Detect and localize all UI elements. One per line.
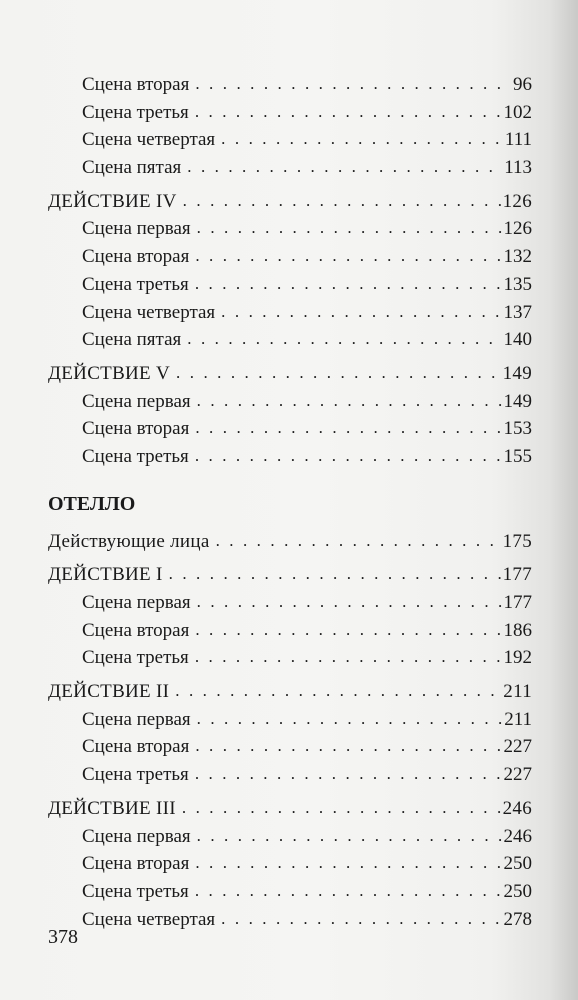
entry-page-number: 126 [503,218,532,240]
toc-scene-entry [48,215,532,243]
dot-leader [187,153,502,181]
entry-label: Сцена третья [82,764,189,786]
dot-leader [175,677,501,705]
toc-scene-entry [48,733,532,761]
dot-leader [221,905,501,933]
entry-label: Сцена пятая [82,329,182,351]
toc-scene-entry [48,706,532,734]
entry-label: Сцена первая [82,708,191,730]
dot-leader [195,242,501,270]
entry-label: Сцена вторая [82,74,190,95]
dot-leader [169,560,501,588]
entry-page-number: 227 [503,764,532,786]
entry-page-number: 135 [503,273,532,295]
entry-page-number: 153 [503,418,532,440]
dot-leader [195,98,502,126]
toc-scene-entry [48,243,532,271]
dot-leader [183,187,501,215]
entry-label: Сцена первая [82,825,191,847]
toc-scene-entry [48,99,532,127]
entry-page-number: 155 [503,445,532,467]
entry-page-number: 140 [503,329,532,351]
entry-page-number: 113 [504,157,532,179]
dot-leader [197,214,502,242]
entry-label: Действующие лица [48,530,210,552]
toc-act-entry [48,528,532,556]
show-through-shadow [518,0,578,1000]
entry-label: Сцена четвертая [82,301,216,323]
entry-label: Сцена третья [82,273,189,295]
toc-scene-entry [48,415,532,443]
toc-act-entry [48,561,532,589]
toc-scene-entry [48,589,532,617]
toc-scene-entry [48,126,532,154]
dot-leader [195,616,501,644]
play-title: ОТЕЛЛО [48,492,136,515]
dot-leader [221,125,503,153]
entry-label: Сцена вторая [82,736,190,758]
entry-label: Сцена вторая [82,418,190,440]
dot-leader [197,822,502,850]
toc-scene-entry [48,823,532,851]
dot-leader [195,270,502,298]
dot-leader [221,298,501,326]
toc-scene-entry [48,271,532,299]
toc-scene-entry [48,71,532,99]
entry-page-number: 192 [503,647,532,669]
entry-page-number: 250 [503,853,532,875]
entry-label: Сцена четвертая [82,908,216,930]
dot-leader [187,325,501,353]
dot-leader [197,588,502,616]
entry-label: Сцена вторая [82,853,190,875]
toc-scene-entry [48,644,532,672]
dot-leader [197,705,503,733]
entry-page-number: 211 [504,708,532,730]
toc-act-entry [48,678,532,706]
dot-leader [195,877,502,905]
entry-page-number: 278 [503,908,532,930]
entry-page-number: 177 [503,592,532,613]
entry-page-number: 186 [503,619,532,641]
entry-label: Сцена третья [82,445,189,467]
entry-page-number: 96 [513,74,532,95]
entry-label: Сцена третья [82,880,189,902]
toc-act-entry [48,360,532,388]
spacer [48,471,532,489]
entry-label: Сцена третья [82,101,189,123]
entry-label: ДЕЙСТВИЕ V [48,362,171,384]
dot-leader [176,359,501,387]
toc-act-entry [48,188,532,216]
entry-label: Сцена вторая [82,246,190,268]
toc-scene-entry [48,617,532,645]
entry-page-number: 177 [502,564,532,586]
entry-page-number: 246 [502,797,532,819]
entry-label: Сцена первая [82,218,191,240]
entry-page-number: 211 [503,681,532,703]
entry-label: ДЕЙСТВИЕ IV [48,190,177,212]
toc-scene-entry [48,326,532,354]
entry-label: ДЕЙСТВИЕ III [48,797,176,819]
dot-leader [195,442,502,470]
dot-leader [182,794,501,822]
toc-scene-entry [48,299,532,327]
toc-scene-entry [48,388,532,416]
entry-page-number: 111 [504,129,532,151]
entry-page-number: 102 [503,101,532,123]
entry-page-number: 227 [503,736,532,758]
toc-scene-entry [48,850,532,878]
entry-label: ДЕЙСТВИЕ I [48,564,163,586]
page-number: 378 [48,926,78,948]
toc-scene-entry [48,154,532,182]
table-of-contents [48,71,532,933]
entry-label: Сцена вторая [82,619,190,641]
entry-label: Сцена первая [82,592,191,613]
toc-scene-entry [48,906,532,934]
dot-leader [195,849,501,877]
entry-page-number: 149 [503,390,532,412]
dot-leader [195,760,502,788]
entry-label: Сцена пятая [82,157,182,179]
entry-page-number: 126 [502,190,532,212]
entry-label: Сцена четвертая [82,129,216,151]
toc-scene-entry [48,878,532,906]
dot-leader [195,414,501,442]
entry-page-number: 149 [502,362,532,384]
entry-label: Сцена третья [82,647,189,669]
entry-label: ДЕЙСТВИЕ II [48,681,170,703]
dot-leader [195,70,511,98]
entry-label: Сцена первая [82,390,191,412]
dot-leader [195,643,502,671]
entry-page-number: 132 [503,246,532,268]
entry-page-number: 137 [503,301,532,323]
toc-scene-entry [48,443,532,471]
entry-page-number: 175 [502,530,532,552]
dot-leader [197,387,502,415]
dot-leader [216,527,501,555]
entry-page-number: 246 [503,825,532,847]
toc-scene-entry [48,761,532,789]
dot-leader [195,732,501,760]
entry-page-number: 250 [503,880,532,902]
toc-act-entry [48,795,532,823]
